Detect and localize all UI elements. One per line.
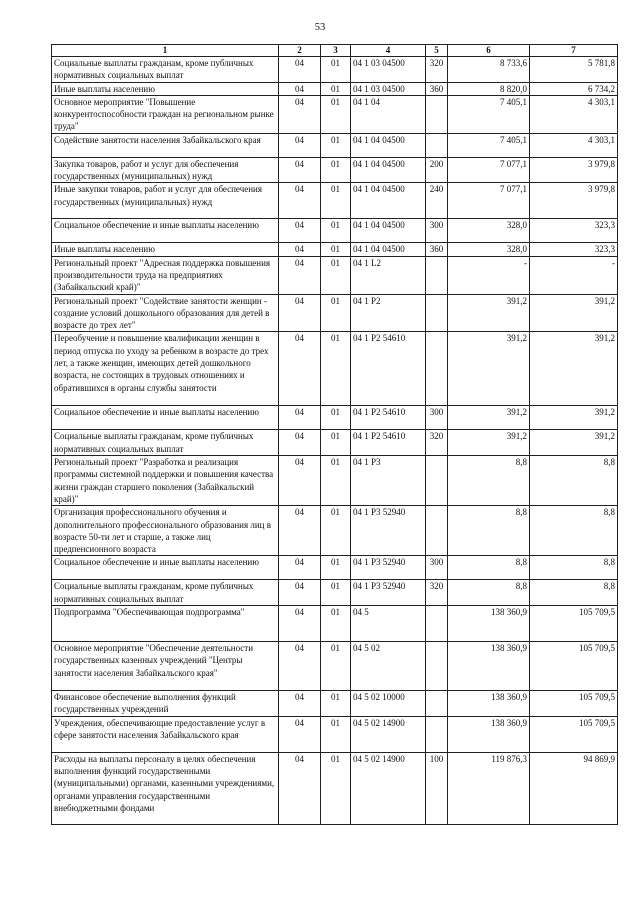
section-code: 04 bbox=[279, 82, 321, 95]
subsection-code: 01 bbox=[321, 256, 351, 294]
subsection-code: 01 bbox=[321, 642, 351, 691]
table-row bbox=[52, 332, 618, 406]
section-code: 04 bbox=[279, 332, 321, 406]
target-article-code: 04 5 02 10000 bbox=[351, 691, 426, 717]
budget-table bbox=[51, 44, 618, 825]
amount-executed: 105 709,5 bbox=[530, 691, 618, 717]
table-row bbox=[52, 430, 618, 456]
expense-type-code bbox=[426, 691, 448, 717]
amount-planned: 328,0 bbox=[448, 219, 530, 243]
column-header: 2 bbox=[279, 45, 321, 57]
subsection-code: 01 bbox=[321, 716, 351, 752]
amount-planned: 391,2 bbox=[448, 294, 530, 332]
row-name: Иные выплаты населению bbox=[52, 243, 279, 256]
amount-planned: 138 360,9 bbox=[448, 606, 530, 642]
amount-planned: 138 360,9 bbox=[448, 691, 530, 717]
amount-executed: - bbox=[530, 256, 618, 294]
amount-planned: 138 360,9 bbox=[448, 642, 530, 691]
column-header: 6 bbox=[448, 45, 530, 57]
subsection-code: 01 bbox=[321, 82, 351, 95]
expense-type-code: 360 bbox=[426, 243, 448, 256]
target-article-code: 04 1 04 04500 bbox=[351, 219, 426, 243]
amount-executed: 323,3 bbox=[530, 243, 618, 256]
subsection-code: 01 bbox=[321, 752, 351, 824]
table-row bbox=[52, 580, 618, 606]
subsection-code: 01 bbox=[321, 556, 351, 580]
table-row bbox=[52, 157, 618, 183]
target-article-code: 04 1 04 04500 bbox=[351, 243, 426, 256]
subsection-code: 01 bbox=[321, 57, 351, 83]
page-number: 53 bbox=[314, 22, 326, 33]
expense-type-code bbox=[426, 506, 448, 556]
target-article-code: 04 5 02 14900 bbox=[351, 752, 426, 824]
target-article-code: 04 1 04 04500 bbox=[351, 183, 426, 219]
target-article-code: 04 1 P3 52940 bbox=[351, 506, 426, 556]
table-row bbox=[52, 243, 618, 256]
amount-planned: 8,8 bbox=[448, 556, 530, 580]
section-code: 04 bbox=[279, 133, 321, 157]
subsection-code: 01 bbox=[321, 406, 351, 430]
amount-planned: - bbox=[448, 256, 530, 294]
amount-executed: 391,2 bbox=[530, 294, 618, 332]
table-row bbox=[52, 294, 618, 332]
subsection-code: 01 bbox=[321, 580, 351, 606]
table-row bbox=[52, 82, 618, 95]
section-code: 04 bbox=[279, 406, 321, 430]
row-name: Социальное обеспечение и иные выплаты населению bbox=[52, 556, 279, 580]
expense-type-code bbox=[426, 332, 448, 406]
expense-type-code: 300 bbox=[426, 556, 448, 580]
expense-type-code bbox=[426, 95, 448, 133]
row-name: Содействие занятости населения Забайкальского края bbox=[52, 133, 279, 157]
header-row bbox=[52, 45, 618, 57]
row-name: Региональный проект "Разработка и реализация программы системной поддержки и повышения качества жизни граждан старшего поколения (Забайкальский край)" bbox=[52, 456, 279, 506]
target-article-code: 04 1 04 04500 bbox=[351, 133, 426, 157]
section-code: 04 bbox=[279, 606, 321, 642]
subsection-code: 01 bbox=[321, 243, 351, 256]
amount-executed: 4 303,1 bbox=[530, 133, 618, 157]
expense-type-code: 100 bbox=[426, 752, 448, 824]
amount-planned: 328,0 bbox=[448, 243, 530, 256]
amount-planned: 8,8 bbox=[448, 456, 530, 506]
section-code: 04 bbox=[279, 294, 321, 332]
table-row bbox=[52, 556, 618, 580]
amount-executed: 3 979,8 bbox=[530, 157, 618, 183]
target-article-code: 04 1 P2 54610 bbox=[351, 332, 426, 406]
amount-executed: 323,3 bbox=[530, 219, 618, 243]
column-header: 3 bbox=[321, 45, 351, 57]
target-article-code: 04 1 P3 52940 bbox=[351, 580, 426, 606]
row-name: Социальные выплаты гражданам, кроме публичных нормативных социальных выплат bbox=[52, 57, 279, 83]
expense-type-code: 200 bbox=[426, 157, 448, 183]
expense-type-code: 300 bbox=[426, 406, 448, 430]
amount-executed: 391,2 bbox=[530, 406, 618, 430]
expense-type-code: 300 bbox=[426, 219, 448, 243]
expense-type-code: 320 bbox=[426, 430, 448, 456]
table-row bbox=[52, 183, 618, 219]
amount-planned: 8,8 bbox=[448, 506, 530, 556]
column-header: 5 bbox=[426, 45, 448, 57]
subsection-code: 01 bbox=[321, 157, 351, 183]
target-article-code: 04 1 04 bbox=[351, 95, 426, 133]
amount-executed: 4 303,1 bbox=[530, 95, 618, 133]
section-code: 04 bbox=[279, 157, 321, 183]
amount-executed: 105 709,5 bbox=[530, 716, 618, 752]
section-code: 04 bbox=[279, 556, 321, 580]
amount-executed: 5 781,8 bbox=[530, 57, 618, 83]
table-row bbox=[52, 506, 618, 556]
amount-executed: 8,8 bbox=[530, 580, 618, 606]
row-name: Социальное обеспечение и иные выплаты населению bbox=[52, 406, 279, 430]
table-row bbox=[52, 642, 618, 691]
expense-type-code: 360 bbox=[426, 82, 448, 95]
amount-planned: 8 733,6 bbox=[448, 57, 530, 83]
column-header: 7 bbox=[530, 45, 618, 57]
target-article-code: 04 5 02 14900 bbox=[351, 716, 426, 752]
amount-executed: 3 979,8 bbox=[530, 183, 618, 219]
amount-executed: 391,2 bbox=[530, 332, 618, 406]
subsection-code: 01 bbox=[321, 506, 351, 556]
table-row bbox=[52, 256, 618, 294]
row-name: Расходы на выплаты персоналу в целях обеспечения выполнения функций государственными (муниципальными) органами, казенными учреждениями, органами управления государственными внебюджетными фондами bbox=[52, 752, 279, 824]
row-name: Организация профессионального обучения и дополнительного профессионального образования лиц в возрасте 50-ти лет и старше, а также лиц предпенсионного возраста bbox=[52, 506, 279, 556]
expense-type-code bbox=[426, 716, 448, 752]
table-row bbox=[52, 716, 618, 752]
section-code: 04 bbox=[279, 219, 321, 243]
target-article-code: 04 1 P2 54610 bbox=[351, 430, 426, 456]
table-row bbox=[52, 606, 618, 642]
column-header: 4 bbox=[351, 45, 426, 57]
amount-planned: 391,2 bbox=[448, 406, 530, 430]
row-name: Социальные выплаты гражданам, кроме публичных нормативных социальных выплат bbox=[52, 580, 279, 606]
subsection-code: 01 bbox=[321, 691, 351, 717]
expense-type-code bbox=[426, 642, 448, 691]
section-code: 04 bbox=[279, 256, 321, 294]
amount-executed: 94 869,9 bbox=[530, 752, 618, 824]
row-name: Иные закупки товаров, работ и услуг для обеспечения государственных (муниципальных) нужд bbox=[52, 183, 279, 219]
row-name: Переобучение и повышение квалификации женщин в период отпуска по уходу за ребенком в возрасте до трех лет, а также женщин, имеющих детей дошкольного возраста, не состоящих в трудовых отношениях и обратившихся в органы службы занятости bbox=[52, 332, 279, 406]
row-name: Закупка товаров, работ и услуг для обеспечения государственных (муниципальных) нужд bbox=[52, 157, 279, 183]
amount-planned: 119 876,3 bbox=[448, 752, 530, 824]
amount-planned: 7 077,1 bbox=[448, 157, 530, 183]
section-code: 04 bbox=[279, 95, 321, 133]
expense-type-code bbox=[426, 606, 448, 642]
expense-type-code: 240 bbox=[426, 183, 448, 219]
amount-planned: 7 405,1 bbox=[448, 133, 530, 157]
expense-type-code bbox=[426, 456, 448, 506]
amount-planned: 8,8 bbox=[448, 580, 530, 606]
section-code: 04 bbox=[279, 506, 321, 556]
expense-type-code bbox=[426, 256, 448, 294]
section-code: 04 bbox=[279, 580, 321, 606]
row-name: Социальное обеспечение и иные выплаты населению bbox=[52, 219, 279, 243]
row-name: Региональный проект "Содействие занятости женщин - создание условий дошкольного образования для детей в возрасте до трех лет" bbox=[52, 294, 279, 332]
section-code: 04 bbox=[279, 716, 321, 752]
expense-type-code bbox=[426, 133, 448, 157]
target-article-code: 04 5 bbox=[351, 606, 426, 642]
table-body bbox=[52, 57, 618, 825]
amount-planned: 391,2 bbox=[448, 332, 530, 406]
table-row bbox=[52, 456, 618, 506]
amount-executed: 8,8 bbox=[530, 456, 618, 506]
section-code: 04 bbox=[279, 642, 321, 691]
row-name: Региональный проект "Адресная поддержка повышения производительности труда на предприятиях (Забайкальский край)" bbox=[52, 256, 279, 294]
column-header: 1 bbox=[52, 45, 279, 57]
section-code: 04 bbox=[279, 243, 321, 256]
table-row bbox=[52, 752, 618, 824]
target-article-code: 04 1 03 04500 bbox=[351, 82, 426, 95]
table-row bbox=[52, 95, 618, 133]
target-article-code: 04 1 04 04500 bbox=[351, 157, 426, 183]
target-article-code: 04 5 02 bbox=[351, 642, 426, 691]
target-article-code: 04 1 P2 bbox=[351, 294, 426, 332]
table-row bbox=[52, 219, 618, 243]
table-row bbox=[52, 691, 618, 717]
subsection-code: 01 bbox=[321, 95, 351, 133]
subsection-code: 01 bbox=[321, 456, 351, 506]
section-code: 04 bbox=[279, 691, 321, 717]
amount-executed: 8,8 bbox=[530, 506, 618, 556]
row-name: Учреждения, обеспечивающие предоставление услуг в сфере занятости населения Забайкальского края bbox=[52, 716, 279, 752]
amount-executed: 105 709,5 bbox=[530, 606, 618, 642]
subsection-code: 01 bbox=[321, 294, 351, 332]
target-article-code: 04 1 P3 bbox=[351, 456, 426, 506]
table-row bbox=[52, 133, 618, 157]
section-code: 04 bbox=[279, 57, 321, 83]
amount-planned: 7 405,1 bbox=[448, 95, 530, 133]
subsection-code: 01 bbox=[321, 133, 351, 157]
subsection-code: 01 bbox=[321, 332, 351, 406]
amount-executed: 6 734,2 bbox=[530, 82, 618, 95]
target-article-code: 04 1 P2 54610 bbox=[351, 406, 426, 430]
table-row bbox=[52, 57, 618, 83]
row-name: Подпрограмма "Обеспечивающая подпрограмма" bbox=[52, 606, 279, 642]
expense-type-code: 320 bbox=[426, 57, 448, 83]
section-code: 04 bbox=[279, 752, 321, 824]
amount-planned: 138 360,9 bbox=[448, 716, 530, 752]
target-article-code: 04 1 03 04500 bbox=[351, 57, 426, 83]
expense-type-code: 320 bbox=[426, 580, 448, 606]
subsection-code: 01 bbox=[321, 183, 351, 219]
section-code: 04 bbox=[279, 430, 321, 456]
row-name: Иные выплаты населению bbox=[52, 82, 279, 95]
row-name: Социальные выплаты гражданам, кроме публичных нормативных социальных выплат bbox=[52, 430, 279, 456]
row-name: Основное мероприятие "Повышение конкурентоспособности граждан на региональном рынке труда" bbox=[52, 95, 279, 133]
row-name: Финансовое обеспечение выполнения функций государственных учреждений bbox=[52, 691, 279, 717]
expense-type-code bbox=[426, 294, 448, 332]
section-code: 04 bbox=[279, 456, 321, 506]
target-article-code: 04 1 L2 bbox=[351, 256, 426, 294]
amount-planned: 8 820,0 bbox=[448, 82, 530, 95]
subsection-code: 01 bbox=[321, 606, 351, 642]
subsection-code: 01 bbox=[321, 219, 351, 243]
amount-planned: 7 077,1 bbox=[448, 183, 530, 219]
table-row bbox=[52, 406, 618, 430]
amount-planned: 391,2 bbox=[448, 430, 530, 456]
amount-executed: 391,2 bbox=[530, 430, 618, 456]
row-name: Основное мероприятие "Обеспечение деятельности государственных казенных учреждений "Центры занятости населения Забайкальского края" bbox=[52, 642, 279, 691]
target-article-code: 04 1 P3 52940 bbox=[351, 556, 426, 580]
section-code: 04 bbox=[279, 183, 321, 219]
amount-executed: 8,8 bbox=[530, 556, 618, 580]
amount-executed: 105 709,5 bbox=[530, 642, 618, 691]
subsection-code: 01 bbox=[321, 430, 351, 456]
